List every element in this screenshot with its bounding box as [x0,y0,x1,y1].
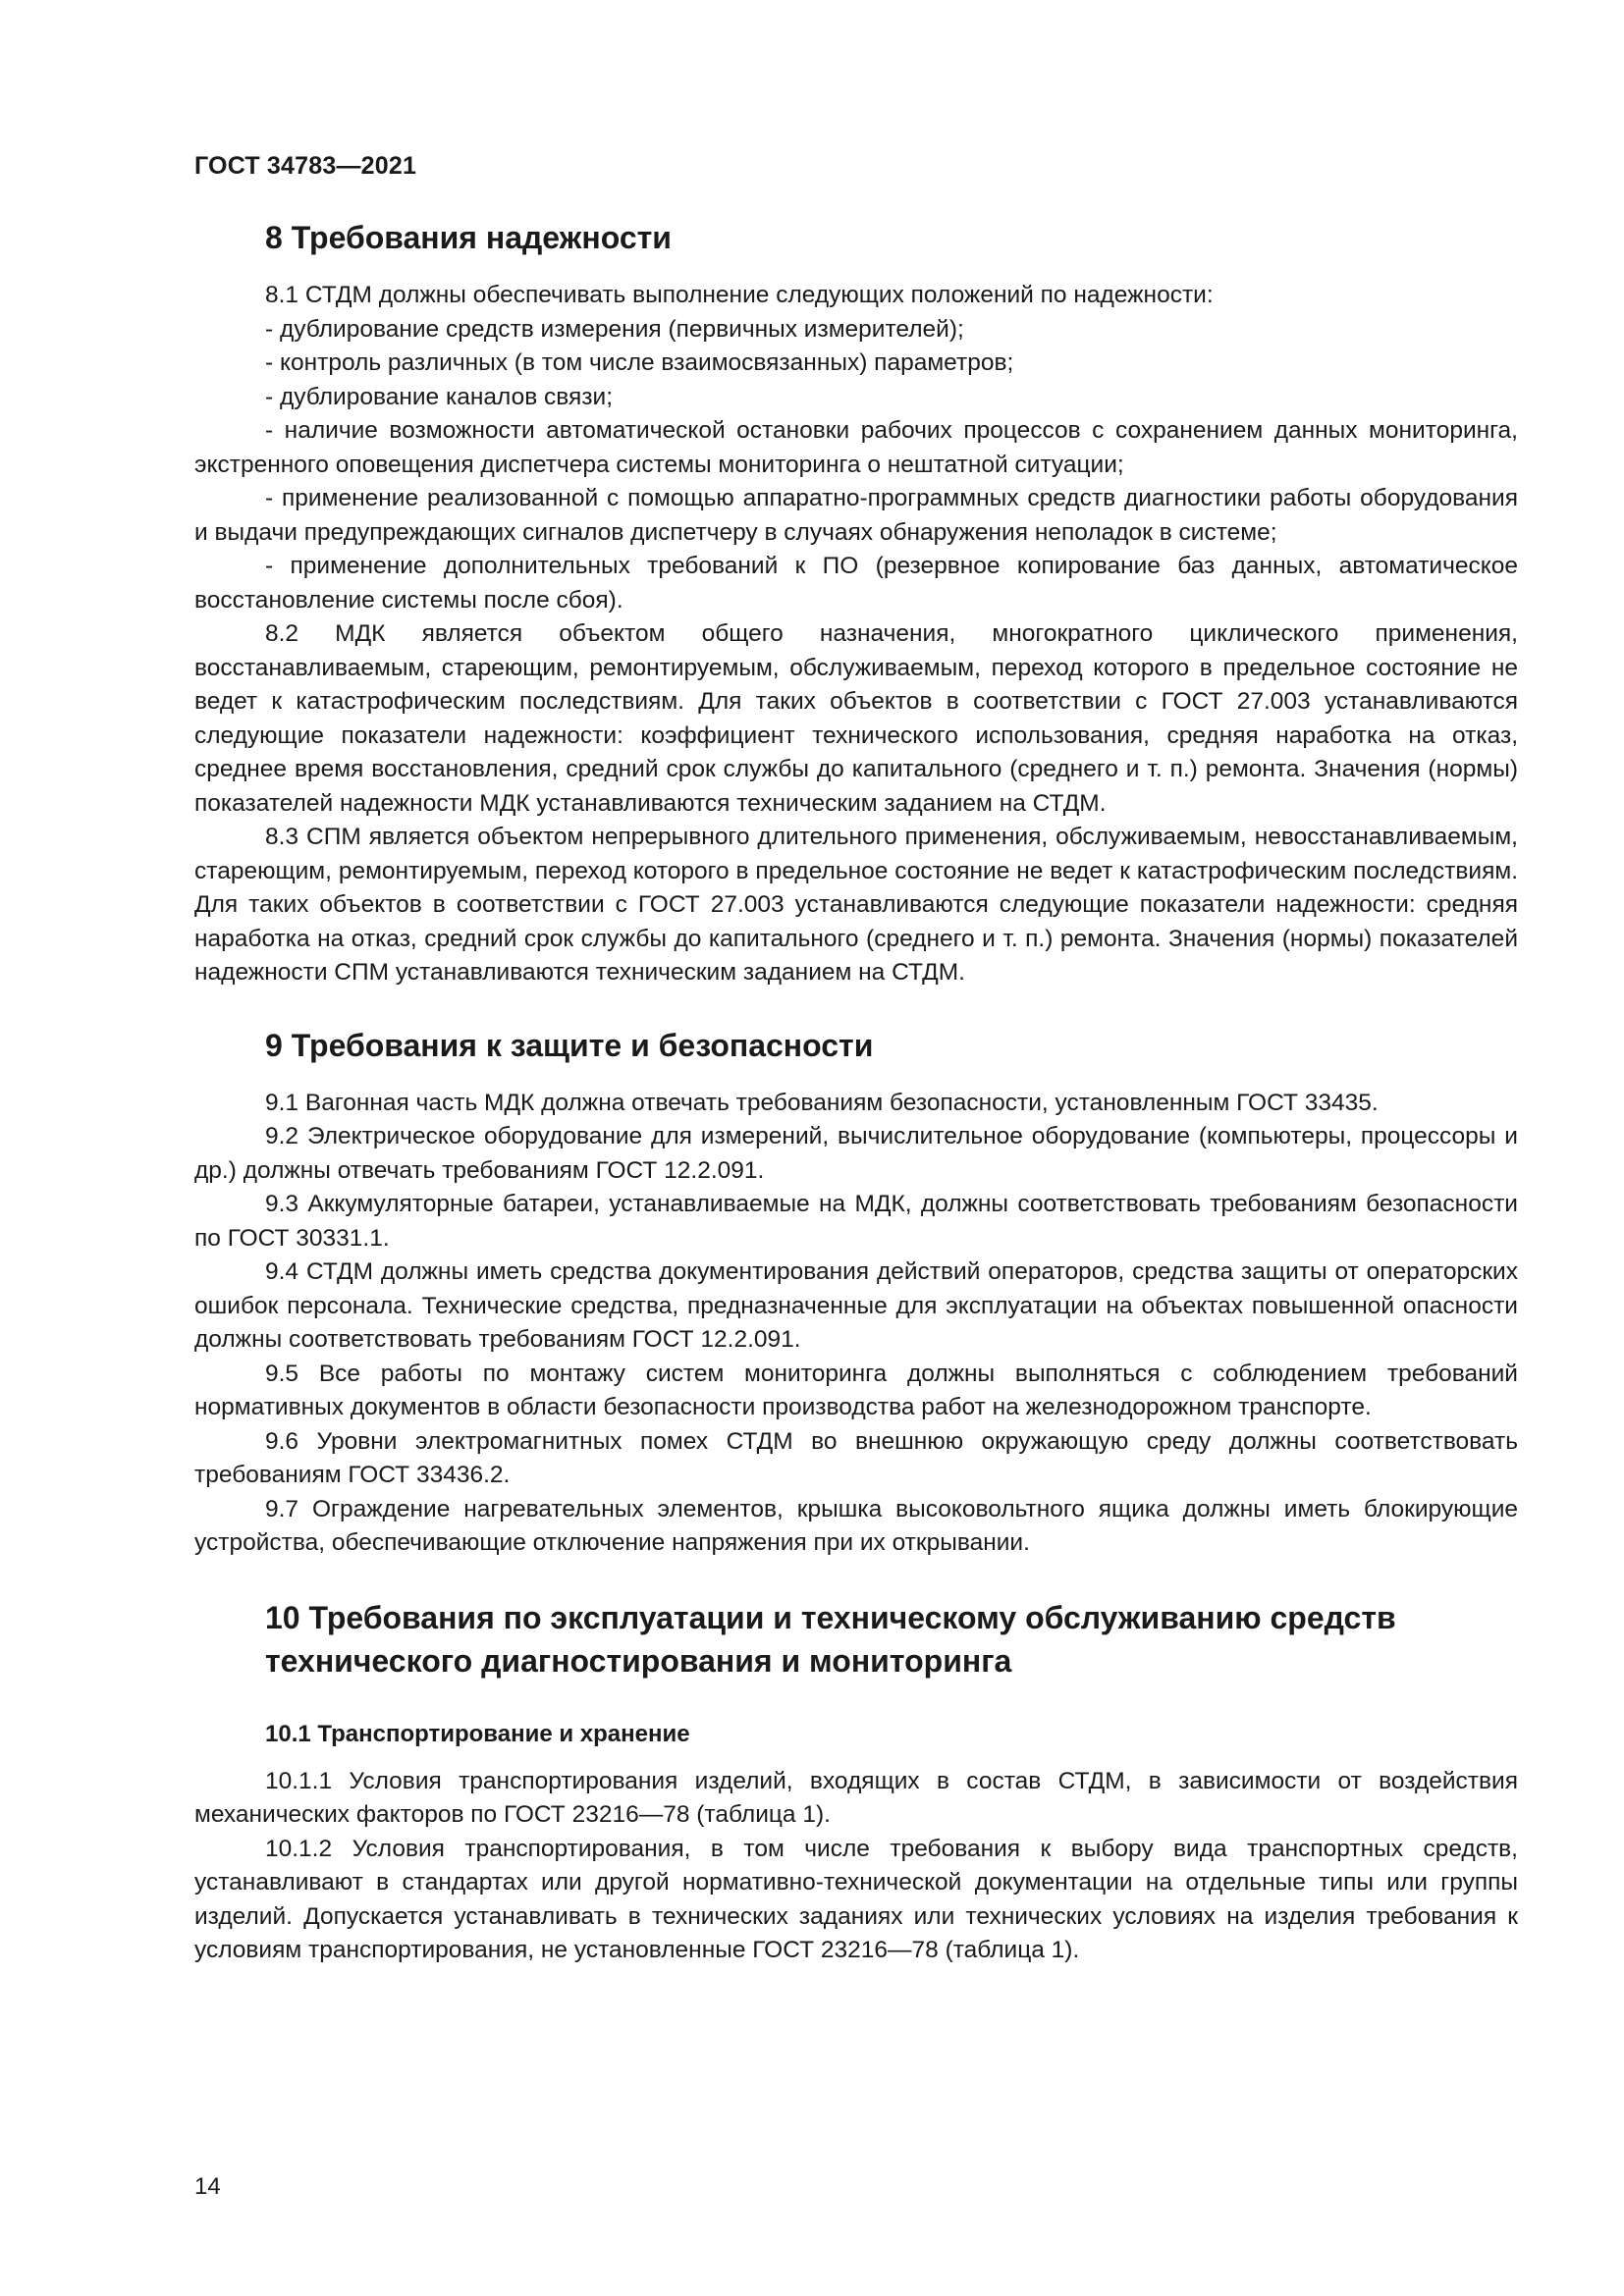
page-number: 14 [194,2173,221,2200]
paragraph-10-1-1: 10.1.1 Условия транспортирования изделий, входящих в состав СТДМ, в зависимости от воздействия механических факторов по ГОСТ 23216—78 (таблица 1). [194,1767,1518,1828]
list-item: - контроль различных (в том числе взаимосвязанных) параметров; [265,349,1014,376]
list-item: - применение дополнительных требований к ПО (резервное копирование баз данных, автоматическое восстановление системы после сбоя). [194,553,1518,614]
subsection-10-1-heading: 10.1 Транспортирование и хранение [265,1720,690,1747]
section-gap [194,990,1518,1026]
section-gap [194,1561,1518,1596]
list-item: - дублирование каналов связи; [265,383,614,410]
standard-header: ГОСТ 34783—2021 [194,152,417,180]
page-content [194,218,1518,1968]
paragraph-8-1: 8.1 СТДМ должны обеспечивать выполнение следующих положений по надежности: [265,282,1214,308]
list-item: - дублирование средств измерения (первичных измерителей); [265,315,964,343]
paragraph-8-3: 8.3 СПМ является объектом непрерывного длительного применения, обслуживаемым, невосстанавливаемым, стареющим, ремонтируемым, переход которого в предельное состояние не ведет к катастрофическим последствиям. Для таких объектов в соответствии с ГОСТ 27.003 устанавливаются следующие показатели надежности: средняя наработка на отказ, средний срок службы до капитального (среднего и т. п.) ремонта. Значения (нормы) показателей надежности СПМ устанавливаются техническим заданием на СТДМ. [194,824,1518,986]
paragraph-9-1: 9.1 Вагонная часть МДК должна отвечать требованиям безопасности, установленным ГОСТ 33435. [265,1089,1379,1116]
section-9-heading: 9 Требования к защите и безопасности [265,1027,874,1063]
paragraph-10-1-2: 10.1.2 Условия транспортирования, в том числе требования к выбору вида транспортных средств, устанавливают в стандартах или другой нормативно-технической документации на отдельные типы или группы изделий. Допускается устанавливать в технических заданиях или технических условиях на изделия требования к условиям транспортирования, не установленные ГОСТ 23216—78 (таблица 1). [194,1835,1518,1963]
paragraph-9-5: 9.5 Все работы по монтажу систем мониторинга должны выполняться с соблюдением требований нормативных документов в области безопасности производства работ на железнодорожном транспорте. [194,1360,1518,1420]
paragraph-9-7: 9.7 Ограждение нагревательных элементов, крышка высоковольтного ящика должны иметь блокирующие устройства, обеспечивающие отключение напряжения при их открывании. [194,1495,1518,1556]
section-10-heading: 10 Требования по эксплуатации и техническому обслуживанию средств технического диагностирования и мониторинга [265,1599,1396,1679]
paragraph-9-4: 9.4 СТДМ должны иметь средства документирования действий операторов, средства защиты от операторских ошибок персонала. Технические средства, предназначенные для эксплуатации на объектах повышенной опасности должны соответствовать требованиям ГОСТ 12.2.091. [194,1258,1518,1353]
paragraph-9-6: 9.6 Уровни электромагнитных помех СТДМ во внешнюю окружающую среду должны соответствовать требованиям ГОСТ 33436.2. [194,1427,1518,1488]
paragraph-8-2: 8.2 МДК является объектом общего назначения, многократного циклического применения, восстанавливаемым, стареющим, ремонтируемым, обслуживаемым, переход которого в предельное состояние не ведет к катастрофическим последствиям. Для таких объектов в соответствии с ГОСТ 27.003 устанавливаются следующие показатели надежности: коэффициент технического использования, средняя наработка на отказ, среднее время восстановления, средний срок службы до капитального (среднего и т. п.) ремонта. Значения (нормы) показателей надежности МДК устанавливаются техническим заданием на СТДМ. [194,620,1518,817]
paragraph-9-3: 9.3 Аккумуляторные батареи, устанавливаемые на МДК, должны соответствовать требованиям безопасности по ГОСТ 30331.1. [194,1191,1518,1252]
section-8-heading: 8 Требования надежности [265,220,672,255]
subsection-gap [194,1704,1518,1718]
list-item: - применение реализованной с помощью аппаратно-программных средств диагностики работы оборудования и выдачи предупреждающих сигналов диспетчеру в случаях обнаружения неполадок в системе; [194,485,1518,546]
paragraph-9-2: 9.2 Электрическое оборудование для измерений, вычислительное оборудование (компьютеры, процессоры и др.) должны отвечать требованиям ГОСТ 12.2.091. [194,1123,1518,1184]
list-item: - наличие возможности автоматической остановки рабочих процессов с сохранением данных мониторинга, экстренного оповещения диспетчера системы мониторинга о нештатной ситуации; [194,417,1518,478]
